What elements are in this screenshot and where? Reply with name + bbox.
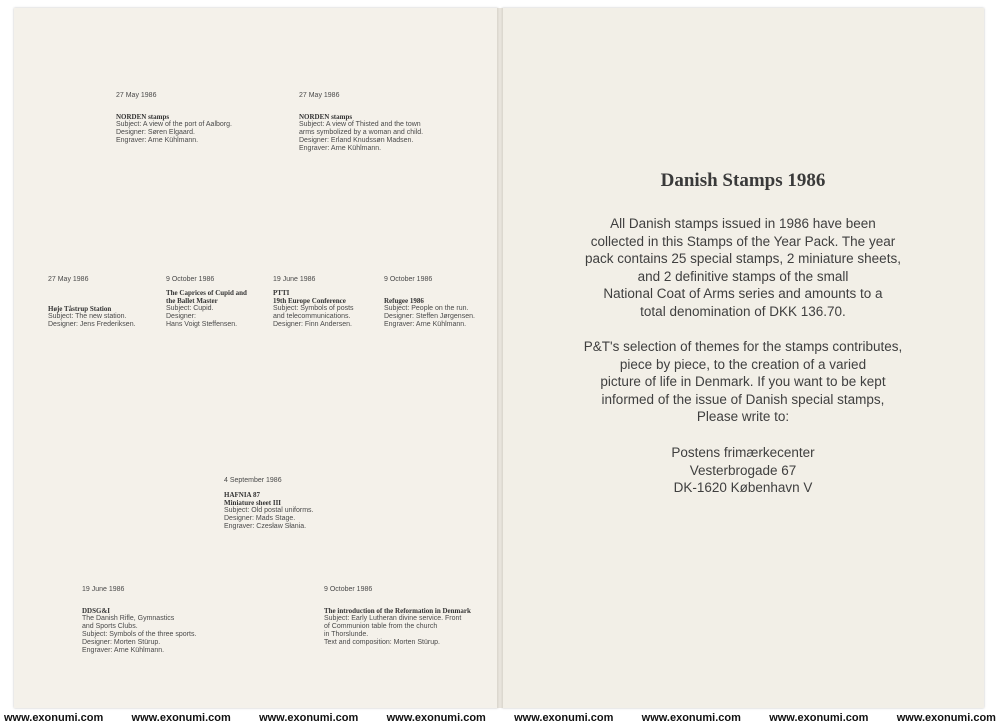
entry-date: 27 May 1986 — [299, 92, 340, 99]
entry-title: Høje Tåstrup Station — [48, 305, 112, 313]
stamp-entry-ptti — [273, 276, 354, 329]
entry-line: Subject: Early Lutheran divine service. Front — [324, 615, 462, 622]
entry-title: PTTI — [273, 289, 290, 297]
entry-title: NORDEN stamps — [299, 113, 353, 121]
watermark-text: www.exonumi.com — [514, 711, 614, 724]
entry-date: 27 May 1986 — [48, 276, 89, 283]
entry-line: Hans Voigt Steffensen. — [166, 321, 238, 328]
watermark-text: www.exonumi.com — [769, 711, 869, 724]
entry-line: Text and composition: Morten Stürup. — [324, 639, 440, 646]
stamp-entry-norden-aalborg — [116, 92, 232, 145]
entry-line: Subject: A view of the port of Aalborg. — [116, 121, 232, 128]
entry-line: and telecommunications. — [273, 313, 351, 320]
entry-title: the Ballet Master — [166, 297, 218, 305]
paragraph-line: and 2 definitive stamps of the small — [637, 268, 849, 284]
entry-line: Designer: Morten Stürup. — [82, 639, 161, 646]
entry-line: of Communion table from the church — [324, 623, 438, 630]
watermark-text: www.exonumi.com — [4, 711, 104, 724]
entry-line: and Sports Clubs. — [82, 623, 138, 630]
paragraph-line: informed of the issue of Danish special stamps, — [601, 391, 885, 407]
entry-line: Subject: People on the run. — [384, 305, 469, 312]
entry-title: HAFNIA 87 — [224, 491, 260, 499]
paragraph-line: total denomination of DKK 136.70. — [640, 303, 846, 319]
address-block — [502, 444, 984, 497]
watermark-text: www.exonumi.com — [386, 711, 486, 724]
entry-line: Designer: Finn Andersen. — [273, 321, 352, 328]
paragraph-line: collected in this Stamps of the Year Pack. The year — [590, 233, 896, 249]
stamp-entry-norden-thisted — [299, 92, 423, 153]
entry-date: 27 May 1986 — [116, 92, 157, 99]
entry-line: Designer: Jens Frederiksen. — [48, 321, 136, 328]
entry-line: Subject: Cupid. — [166, 305, 214, 312]
entry-line: in Thorslunde. — [324, 631, 369, 638]
entry-line: arms symbolized by a woman and child. — [299, 129, 424, 136]
stamp-entry-reformation — [324, 586, 471, 647]
entry-title: 19th Europe Conference — [273, 297, 346, 305]
entry-line: Subject: Symbols of posts — [273, 305, 354, 312]
entry-line: Designer: Mads Stage. — [224, 515, 296, 522]
paragraph-line: picture of life in Denmark. If you want to be kept — [600, 374, 886, 389]
page-title: Danish Stamps 1986 — [660, 170, 826, 191]
themes-paragraph — [502, 338, 984, 426]
entry-date: 4 September 1986 — [224, 477, 282, 484]
entry-line: Subject: The new station. — [48, 313, 127, 320]
paragraph-line: piece by piece, to the creation of a varied — [619, 356, 867, 372]
entry-line: The Danish Rifle, Gymnastics — [82, 615, 175, 622]
stamp-entry-caprices-of-cupid — [166, 276, 247, 329]
paragraph-line: National Coat of Arms series and amounts to a — [603, 286, 883, 301]
address-line: DK-1620 København V — [673, 480, 813, 495]
entry-title: The Caprices of Cupid and — [166, 289, 247, 297]
entry-line: Designer: — [166, 313, 196, 320]
entry-line: Subject: Symbols of the three sports. — [82, 631, 197, 638]
entry-title: NORDEN stamps — [116, 113, 170, 121]
entry-line: Engraver: Arne Kühlmann. — [82, 647, 165, 654]
watermark-text: www.exonumi.com — [259, 711, 359, 724]
watermark-text: www.exonumi.com — [641, 711, 741, 724]
entry-line: Engraver: Arne Kühlmann. — [299, 145, 382, 152]
entry-line: Engraver: Arne Kühlmann. — [116, 137, 199, 144]
paragraph-line: All Danish stamps issued in 1986 have been — [610, 216, 876, 231]
address-line: Postens frimærkecenter — [671, 445, 815, 460]
paragraph-line: P&T's selection of themes for the stamps contributes, — [583, 339, 903, 354]
entry-line: Subject: Old postal uniforms. — [224, 507, 314, 514]
paragraph-line: pack contains 25 special stamps, 2 miniature sheets, — [585, 251, 901, 266]
watermark-text: www.exonumi.com — [896, 711, 996, 724]
entry-title: DDSG&I — [82, 607, 111, 615]
entry-line: Engraver: Czesław Słania. — [224, 523, 307, 530]
entry-date: 9 October 1986 — [324, 586, 373, 593]
entry-line: Designer: Steffen Jørgensen. — [384, 313, 475, 320]
entry-date: 9 October 1986 — [166, 276, 215, 283]
address-line: Vesterbrogade 67 — [689, 462, 797, 478]
stamp-entry-ddsgi — [82, 586, 196, 655]
stamp-entry-hafnia-87 — [224, 477, 314, 531]
entry-title: The introduction of the Reformation in Denmark — [324, 607, 471, 615]
entry-date: 19 June 1986 — [82, 586, 125, 593]
intro-paragraph — [502, 215, 984, 320]
entry-date: 9 October 1986 — [384, 276, 433, 283]
entry-line: Designer: Erland Knudssøn Madsen. — [299, 137, 414, 144]
watermark-text: www.exonumi.com — [131, 711, 231, 724]
entry-title: Miniature sheet III — [224, 499, 282, 507]
watermark-footer — [0, 710, 1000, 725]
entry-date: 19 June 1986 — [273, 276, 316, 283]
entry-line: Engraver: Arne Kühlmann. — [384, 321, 467, 328]
stamp-entry-hoje-taastrup — [48, 276, 136, 329]
entry-line: Designer: Søren Elgaard. — [116, 129, 195, 136]
stamp-entry-refugee — [384, 276, 475, 329]
entry-line: Subject: A view of Thisted and the town — [299, 121, 421, 128]
entry-title: Refugee 1986 — [384, 297, 424, 305]
paragraph-line: Please write to: — [696, 409, 790, 424]
